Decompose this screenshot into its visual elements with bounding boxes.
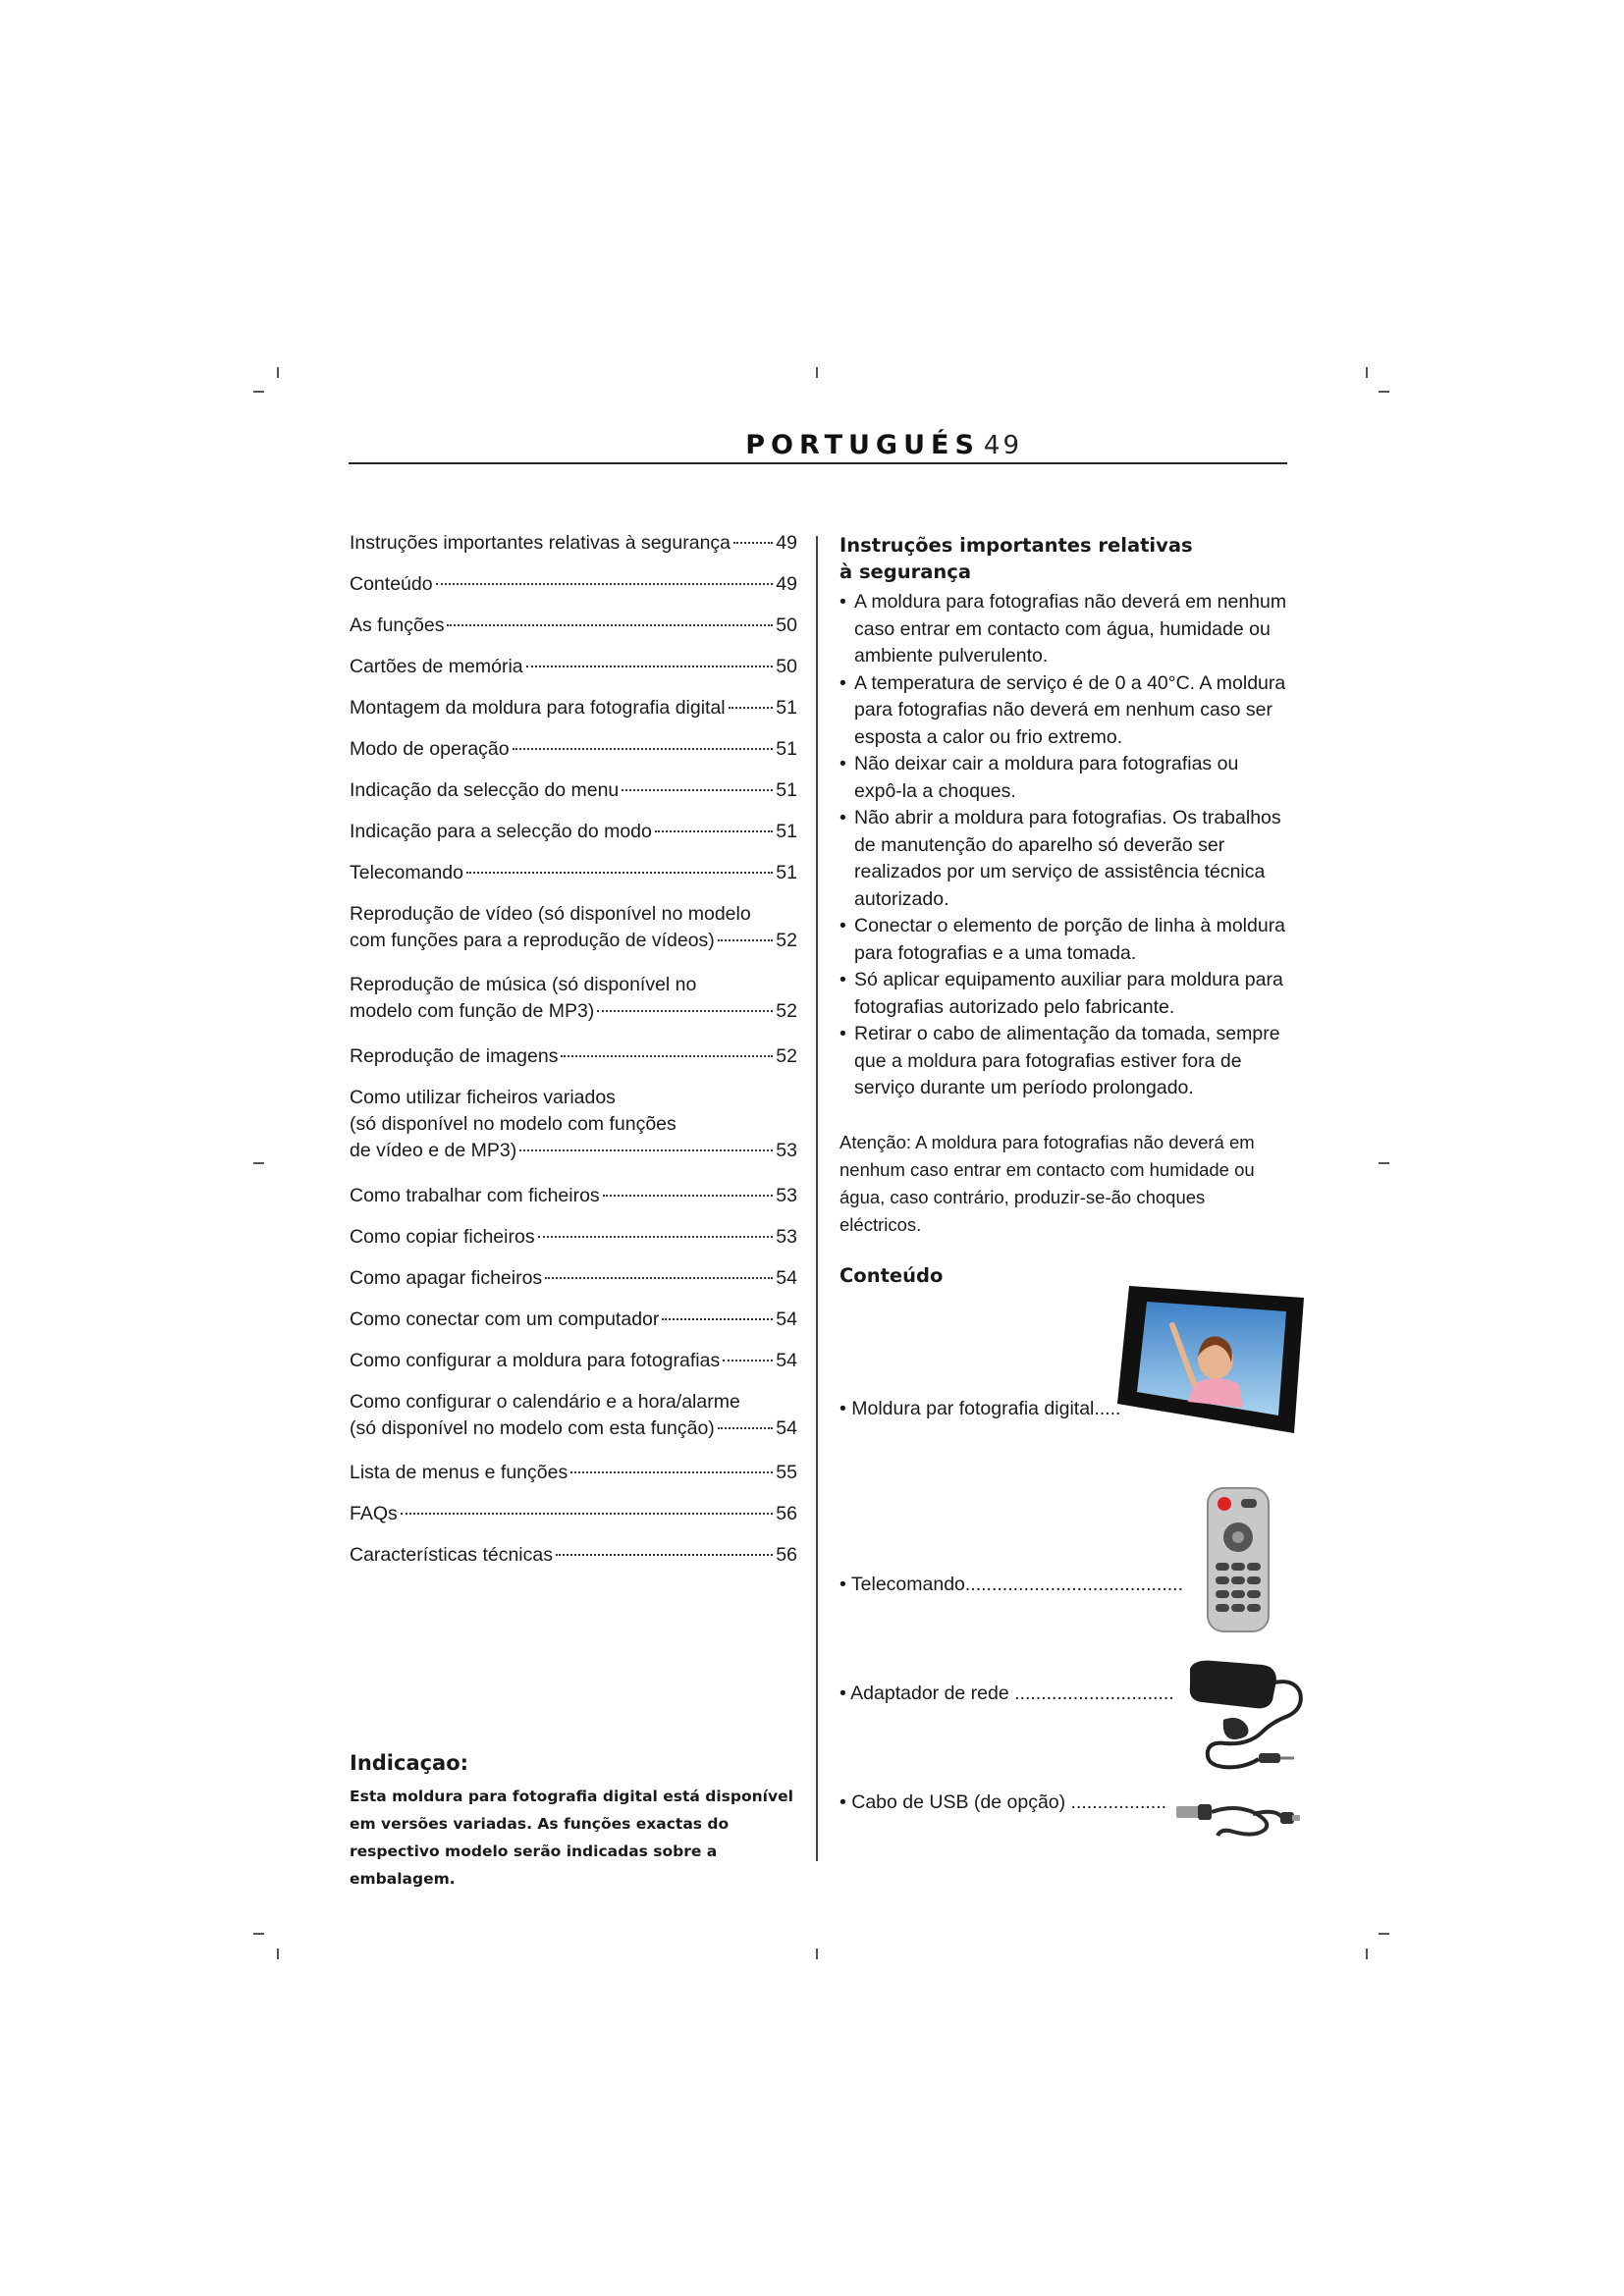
- photo-frame-icon: [1117, 1286, 1304, 1433]
- header-language: PORTUGUÉS: [745, 430, 980, 460]
- power-adapter-icon: [1184, 1657, 1312, 1775]
- toc-entry[interactable]: Características técnicas 56: [350, 1544, 797, 1566]
- safety-list: [839, 589, 1291, 1102]
- contents-item-adapter: • Adaptador de rede ..............................: [839, 1682, 1174, 1704]
- toc-entry[interactable]: Como trabalhar com ficheiros 53: [350, 1185, 797, 1206]
- toc-entry[interactable]: Reprodução de música (só disponível no modelo com função de MP3) 52: [350, 974, 797, 1022]
- toc-entry[interactable]: Reprodução de vídeo (só disponível no modelo com funções para a reprodução de vídeos) 52: [350, 903, 797, 951]
- toc-entry[interactable]: Instruções importantes relativas à segurança 49: [350, 532, 797, 554]
- toc-entry[interactable]: FAQs 56: [350, 1503, 797, 1524]
- note-title: Indicaçao:: [350, 1751, 469, 1775]
- toc-entry[interactable]: Como utilizar ficheiros variados (só disponível no modelo com funções de vídeo e de MP3) 53: [350, 1087, 797, 1161]
- crop-mark: [1379, 391, 1389, 393]
- crop-mark: [1379, 1933, 1389, 1935]
- header-rule: [349, 462, 1287, 464]
- crop-mark: [1379, 1162, 1389, 1164]
- crop-mark: [1366, 367, 1368, 378]
- crop-mark: [253, 1162, 264, 1164]
- note-box: [350, 1751, 801, 1893]
- toc-entry[interactable]: Como conectar com um computador 54: [350, 1308, 797, 1330]
- safety-section: [839, 532, 1291, 1102]
- toc-entry[interactable]: Modo de operação 51: [350, 738, 797, 760]
- toc-entry[interactable]: Como configurar o calendário e a hora/alarme (só disponível no modelo com esta função) 54: [350, 1391, 797, 1439]
- header-page-number: 49: [983, 431, 1022, 460]
- toc-entry[interactable]: Como copiar ficheiros 53: [350, 1226, 797, 1248]
- contents-title: Conteúdo: [839, 1264, 944, 1287]
- warning-text: Atenção: A moldura para fotografias não deverá em nenhum caso entrar em contacto com humidade ou água, caso contrário, produzir-se-ão choques eléctricos.: [839, 1132, 1255, 1235]
- contents-item-remote: • Telecomando.........................................: [839, 1574, 1184, 1595]
- toc-entry[interactable]: Conteúdo 49: [350, 573, 797, 595]
- toc-entry[interactable]: Reprodução de imagens 52: [350, 1045, 797, 1067]
- toc-entry[interactable]: Indicação da selecção do menu 51: [350, 779, 797, 801]
- note-text: Esta moldura para fotografia digital está disponível em versões variadas. As funções exactas do respectivo modelo serão indicadas sobre a embalagem.: [350, 1788, 793, 1888]
- crop-mark: [816, 367, 818, 378]
- list-item: • Não abrir a moldura para fotografias. Os trabalhos de manutenção do aparelho só deverão ser realizados por um serviço de assistência técnica autorizado.: [839, 805, 1291, 913]
- toc-entry[interactable]: As funções 50: [350, 614, 797, 636]
- toc-entry[interactable]: Lista de menus e funções 55: [350, 1462, 797, 1483]
- list-item: • A temperatura de serviço é de 0 a 40°C. A moldura para fotografias não deverá em nenhum caso ser esposta a calor ou frio extremo.: [839, 670, 1291, 752]
- list-item: • Retirar o cabo de alimentação da tomada, sempre que a moldura para fotografias estiver fora de serviço durante um período prolongado.: [839, 1021, 1291, 1102]
- crop-mark: [253, 391, 264, 393]
- crop-mark: [816, 1949, 818, 1959]
- list-item: • Só aplicar equipamento auxiliar para moldura para fotografias autorizado pelo fabricante.: [839, 967, 1291, 1021]
- list-item: • A moldura para fotografias não deverá em nenhum caso entrar em contacto com água, humidade ou ambiente pulverulento.: [839, 589, 1291, 670]
- crop-mark: [253, 1933, 264, 1935]
- contents-item-frame: • Moldura par fotografia digital.....: [839, 1398, 1121, 1419]
- toc-entry[interactable]: Telecomando 51: [350, 862, 797, 883]
- column-divider: [816, 536, 818, 1861]
- list-item: • Conectar o elemento de porção de linha à moldura para fotografias e a uma tomada.: [839, 913, 1291, 967]
- crop-mark: [1366, 1949, 1368, 1959]
- usb-cable-icon: [1174, 1796, 1302, 1845]
- safety-title: Instruções importantes relativas à segurança: [839, 534, 1193, 583]
- toc-entry[interactable]: Montagem da moldura para fotografia digital 51: [350, 697, 797, 719]
- toc-entry[interactable]: Como configurar a moldura para fotografias 54: [350, 1350, 797, 1371]
- crop-mark: [277, 1949, 279, 1959]
- crop-mark: [277, 367, 279, 378]
- toc-entry[interactable]: Como apagar ficheiros 54: [350, 1267, 797, 1289]
- toc-entry[interactable]: Cartões de memória 50: [350, 656, 797, 677]
- toc-entry[interactable]: Indicação para a selecção do modo 51: [350, 821, 797, 842]
- remote-control-icon: [1204, 1486, 1272, 1633]
- list-item: • Não deixar cair a moldura para fotografias ou expô-la a choques.: [839, 751, 1291, 805]
- contents-item-usb: • Cabo de USB (de opção) ..................: [839, 1791, 1167, 1813]
- page-header: [349, 430, 1287, 463]
